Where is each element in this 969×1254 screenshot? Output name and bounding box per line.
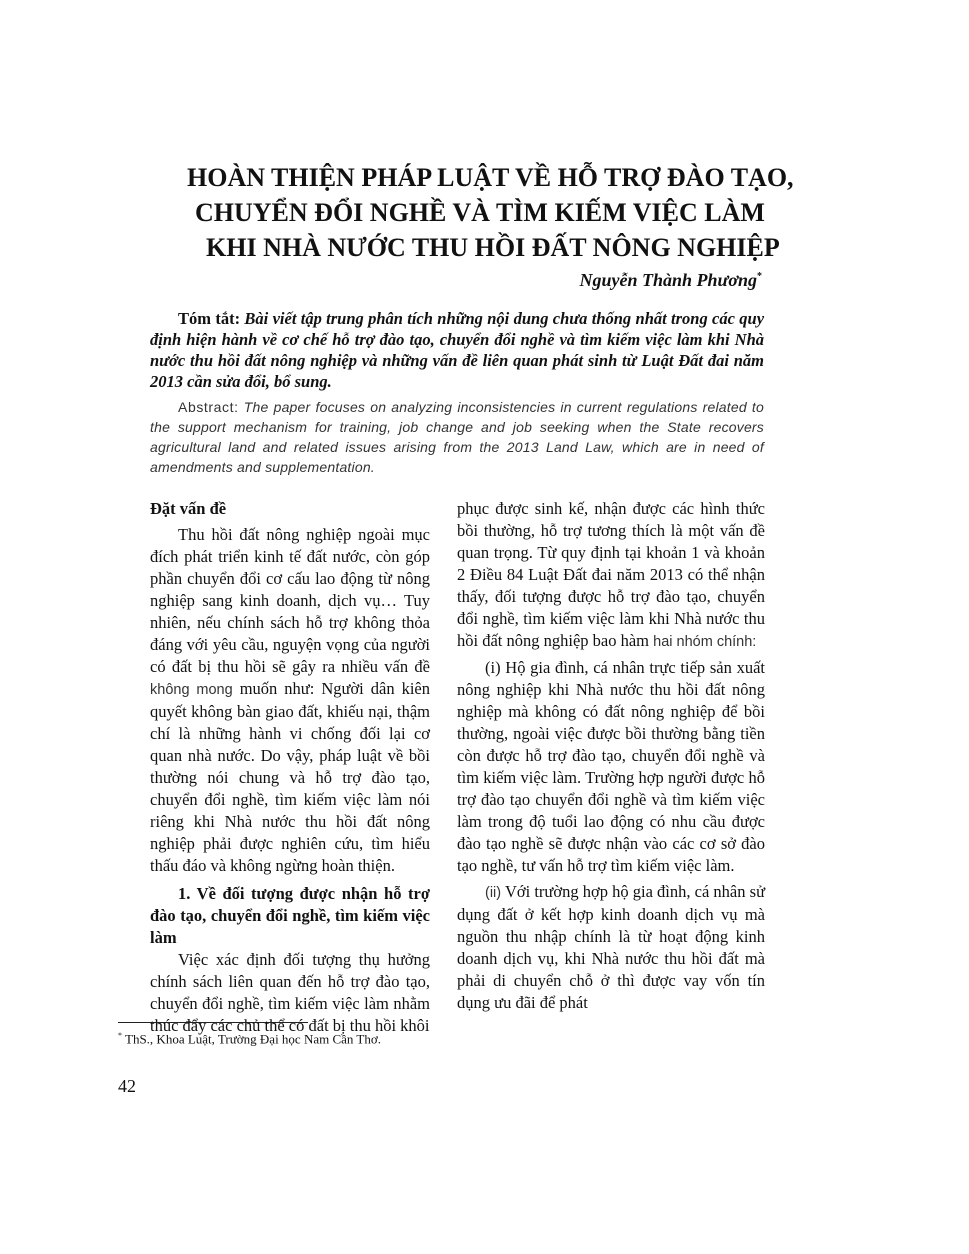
footnote-rule — [118, 1022, 308, 1023]
author-footnote-mark: * — [757, 271, 762, 282]
abstract-en-label: Abstract: — [178, 399, 239, 415]
group-ii-label: (ii) — [485, 885, 502, 901]
intro-paragraph-light: không mong — [150, 682, 233, 698]
continued-paragraph-light: hai nhóm chính: — [653, 634, 757, 650]
abstract-vi-label: Tóm tắt: — [178, 309, 241, 328]
section-1-paragraph: Việc xác định đối tượng thụ hưởng chính sách liên quan đến hỗ trợ đào tạo, chuyển đổi nghề, tìm kiếm việc làm nhằm thúc đẩy các chủ thể có đất bị thu hồi khôi — [150, 950, 430, 1035]
footnote-text: ThS., Khoa Luật, Trường Đại học Nam Cần Thơ. — [125, 1031, 381, 1047]
continued-paragraph — [457, 498, 765, 653]
group-ii-text: Với trường hợp hộ gia đình, cá nhân sử dụng đất ở kết hợp kinh doanh dịch vụ mà nguồn thu nhập chính là từ hoạt động kinh doanh dịch vụ, khi Nhà nước thu hồi đất mà phải di chuyển chỗ ở thì được vay vốn tín dụng ưu đãi để phát — [457, 882, 766, 1012]
title-line-1: HOÀN THIỆN PHÁP LUẬT VỀ HỖ TRỢ ĐÀO TẠO, — [187, 163, 794, 192]
intro-paragraph-text: Thu hồi đất nông nghiệp ngoài mục đích phát triển kinh tế đất nước, còn góp phần chuyển đổi cơ cấu lao động từ nông nghiệp sang kinh doanh, dịch vụ… Tuy nhiên, nếu chính sách hỗ trợ không thỏa đáng với yêu cầu, nguyện vọng của người có đất bị thu hồi sẽ gây ra nhiều vấn đề — [150, 525, 430, 676]
author — [580, 270, 763, 291]
abstract-vietnamese — [150, 308, 764, 392]
title-line-2: CHUYỂN ĐỔI NGHỀ VÀ TÌM KIẾM VIỆC LÀM — [195, 198, 765, 227]
intro-paragraph — [150, 524, 430, 877]
footnote-mark: * — [118, 1031, 122, 1040]
footnote — [118, 1031, 381, 1047]
title-line-3: KHI NHÀ NƯỚC THU HỒI ĐẤT NÔNG NGHIỆP — [206, 233, 780, 262]
author-name: Nguyễn Thành Phương — [579, 270, 757, 290]
abstract-en-text: The paper focuses on analyzing inconsistencies in current regulations related to the support mechanism for training, job change and job seeking when the State recovers agricultural land and related issues arising from the 2013 Land Law, which are in need of amendments and supplementation. — [150, 399, 764, 475]
intro-heading: Đặt vấn đề — [150, 499, 227, 518]
right-column — [457, 498, 765, 1014]
abstract-english — [150, 397, 764, 477]
group-i-paragraph: (i) Hộ gia đình, cá nhân trực tiếp sản xuất nông nghiệp khi Nhà nước thu hồi đất nông nghiệp mà không có đất nông nghiệp để bồi thường, ngoài việc được bồi thường bằng tiền còn được hỗ trợ đào tạo, chuyển đổi nghề và tìm kiếm việc làm. Trường hợp người được hỗ trợ đào tạo chuyển đổi nghề và tìm kiếm việc làm trong độ tuổi lao động có nhu cầu được đào tạo nghề sẽ được nhận vào các cơ sở đào tạo nghề, tư vấn hỗ trợ tìm kiếm việc làm. — [457, 658, 765, 875]
continued-paragraph-text: phục được sinh kế, nhận được các hình thức bồi thường, hỗ trợ tương thích là một vấn đề quan trọng. Từ quy định tại khoản 1 và khoản 2 Điều 84 Luật Đất đai năm 2013 có thể nhận thấy, đối tượng được hỗ trợ đào tạo, chuyển đổi nghề, tìm kiếm việc làm khi Nhà nước thu hồi đất nông nghiệp bao hàm — [457, 499, 765, 650]
intro-paragraph-rest: muốn như: Người dân kiên quyết không bàn giao đất, khiếu nại, thậm chí là những hành vi chống đối lại cơ quan nhà nước. Do vậy, pháp luật về bồi thường nói chung và hỗ trợ đào tạo, chuyển đổi nghề, tìm kiếm việc làm nói riêng khi Nhà nước thu hồi đất nông nghiệp phải được nghiên cứu, tìm hiểu thấu đáo và không ngừng hoàn thiện. — [150, 679, 431, 875]
group-ii-paragraph — [457, 881, 765, 1014]
abstract-vi-text: Bài viết tập trung phân tích những nội dung chưa thống nhất trong các quy định hiện hành về cơ chế hỗ trợ đào tạo, chuyển đổi nghề và tìm kiếm việc làm khi Nhà nước thu hồi đất nông nghiệp và những vấn đề liên quan phát sinh từ Luật Đất đai năm 2013 cần sửa đổi, bổ sung. — [150, 309, 765, 391]
section-1-heading: 1. Về đối tượng được nhận hỗ trợ đào tạo, chuyển đổi nghề, tìm kiếm việc làm — [150, 884, 430, 947]
page-number: 42 — [118, 1076, 136, 1096]
left-column — [150, 498, 430, 1037]
